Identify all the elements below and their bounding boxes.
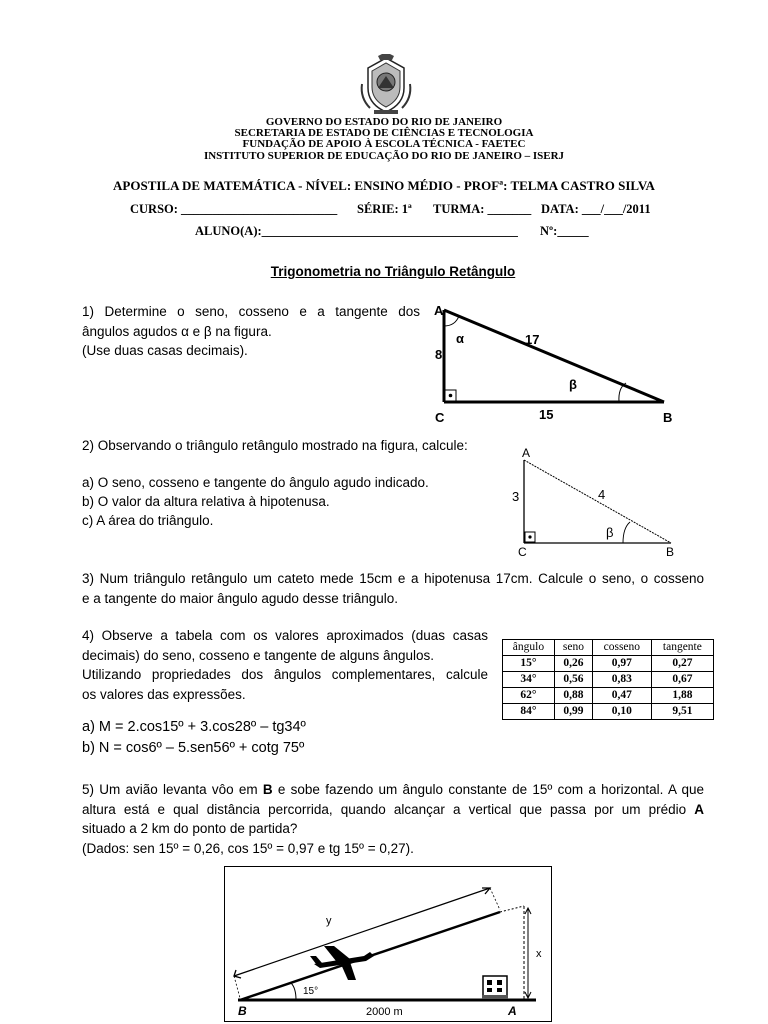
- header-line-2: SECRETARIA DE ESTADO DE CIÊNCIAS E TECNOLOGIA: [234, 127, 534, 139]
- q2-label-hyp: 4: [598, 487, 606, 502]
- q5-line-1-part: e sobe fazendo um ângulo constante de 15º com a horizontal. A que: [272, 782, 704, 797]
- q1-label-c: C: [435, 410, 445, 424]
- q4-line-2: decimais) do seno, cosseno e tangente de alguns ângulos.: [82, 647, 434, 663]
- table-row: [503, 688, 714, 704]
- table-cell: 9,51: [651, 704, 713, 720]
- q5-label-distance: 2000 m: [366, 1006, 403, 1018]
- q1-text: [82, 302, 420, 361]
- q5-line-1: [82, 780, 704, 800]
- q2-item-a: a) O seno, cosseno e tangente do ângulo agudo indicado.: [82, 475, 429, 490]
- q5-line-4: (Dados: sen 15º = 0,26, cos 15º = 0,97 e tg 15º = 0,27).: [82, 840, 414, 856]
- table-header: ângulo: [503, 640, 555, 656]
- q1-line-3: (Use duas casas decimais).: [82, 343, 248, 358]
- q1-label-leg-ac: 8: [435, 347, 443, 362]
- q1-line-1: 1) Determine o seno, cosseno e a tangente dos: [82, 304, 420, 319]
- serie-field: SÉRIE: 1ª: [357, 202, 412, 216]
- q2-item-c: c) A área do triângulo.: [82, 513, 214, 528]
- table-cell: 0,99: [554, 704, 592, 720]
- trig-table: [502, 639, 714, 720]
- table-cell: 0,56: [554, 672, 592, 688]
- apostila-title: APOSTILA DE MATEMÁTICA - NÍVEL: ENSINO MÉDIO - PROFª: TELMA CASTRO SILVA: [113, 178, 655, 193]
- q5-point-a: A: [694, 801, 704, 817]
- q2-label-c: C: [518, 545, 527, 558]
- q5-label-y: y: [326, 915, 332, 927]
- q3-line-2: e a tangente do maior ângulo agudo desse triângulo.: [82, 590, 398, 606]
- aluno-field: ALUNO(A):_________________________________________: [195, 224, 518, 238]
- table-cell: 0,83: [592, 672, 651, 688]
- q5-label-x: x: [536, 948, 542, 960]
- q1-line-2: ângulos agudos α e β na figura.: [82, 323, 272, 339]
- header-line-4: INSTITUTO SUPERIOR DE EDUCAÇÃO DO RIO DE JANEIRO – ISERJ: [203, 150, 565, 162]
- numero-field: Nº:_____: [540, 224, 589, 238]
- q2-item-b: b) O valor da altura relativa à hipotenusa.: [82, 494, 330, 509]
- q5-label-b: B: [238, 1004, 247, 1018]
- q2-label-b: B: [666, 545, 675, 558]
- q4-line-3: Utilizando propriedades dos ângulos complementares, calcule: [82, 667, 488, 682]
- q4-expression-a: a) M = 2.cos15º + 3.cos28º – tg34º: [82, 719, 306, 735]
- header-line-3: FUNDAÇÃO DE APOIO À ESCOLA TÉCNICA - FAETEC: [242, 138, 526, 150]
- table-cell: 0,97: [592, 656, 651, 672]
- section-title: Trigonometria no Triângulo Retângulo: [270, 264, 516, 279]
- table-header-row: [503, 640, 714, 656]
- table-cell: 62°: [503, 688, 555, 704]
- q5-text: [82, 780, 704, 858]
- table-header: seno: [554, 640, 592, 656]
- q2-intro: 2) Observando o triângulo retângulo mostrado na figura, calcule:: [82, 438, 468, 453]
- q5-point-b: B: [262, 782, 273, 797]
- building-icon: [482, 976, 508, 999]
- table-header: tangente: [651, 640, 713, 656]
- table-cell: 34°: [503, 672, 555, 688]
- table-row: [503, 672, 714, 688]
- data-field: DATA: ___/___/2011: [541, 202, 651, 216]
- q3-line-1: 3) Num triângulo retângulo um cateto mede 15cm e a hipotenusa 17cm. Calcule o seno, o cosseno: [82, 571, 704, 586]
- q1-label-hyp: 17: [525, 332, 540, 347]
- q5-label-a: A: [508, 1004, 517, 1018]
- q3-text: [82, 569, 704, 608]
- q5-airplane-figure: [224, 866, 552, 1022]
- table-cell: 15°: [503, 656, 555, 672]
- q1-label-a: A: [434, 303, 444, 318]
- q4-expression-b: b) N = cos6º – 5.sen56º + cotg 75º: [82, 740, 305, 756]
- table-header: cosseno: [592, 640, 651, 656]
- q5-label-angle: 15°: [303, 986, 319, 997]
- table-cell: 0,88: [554, 688, 592, 704]
- table-cell: 0,27: [651, 656, 713, 672]
- q2-label-beta: β: [606, 525, 614, 540]
- q4-line-4: os valores das expressões.: [82, 686, 246, 702]
- curso-field: CURSO: _________________________: [130, 202, 338, 216]
- q5-line-2-part: altura está e qual distância percorrida, quando alcançar a vertical que passa por um prédio: [82, 801, 695, 817]
- table-cell: 84°: [503, 704, 555, 720]
- q4-line-1: 4) Observe a tabela com os valores aproximados (duas casas: [82, 628, 488, 643]
- q5-line-3: situado a 2 km do ponto de partida?: [82, 821, 298, 836]
- table-cell: 0,26: [554, 656, 592, 672]
- table-cell: 0,47: [592, 688, 651, 704]
- q1-triangle-figure: [426, 300, 686, 424]
- q1-label-alpha: α: [456, 331, 464, 346]
- table-cell: 0,10: [592, 704, 651, 720]
- q2-triangle-figure: [506, 444, 686, 558]
- q2-label-leg-ac: 3: [512, 489, 520, 504]
- q1-label-b: B: [663, 410, 673, 424]
- table-cell: 0,67: [651, 672, 713, 688]
- table-row: [503, 656, 714, 672]
- q4-text: [82, 626, 488, 704]
- q1-label-leg-cb: 15: [539, 407, 554, 422]
- turma-field: TURMA: _______: [433, 202, 532, 216]
- q5-line-1-part: 5) Um avião levanta vôo em: [82, 782, 263, 797]
- q5-line-2: [82, 800, 704, 820]
- q2-label-a: A: [522, 446, 531, 460]
- table-cell: 1,88: [651, 688, 713, 704]
- table-row: [503, 704, 714, 720]
- header-line-1: GOVERNO DO ESTADO DO RIO DE JANEIRO: [265, 116, 503, 128]
- q1-label-beta: β: [569, 377, 577, 392]
- coat-of-arms-icon: [358, 54, 414, 116]
